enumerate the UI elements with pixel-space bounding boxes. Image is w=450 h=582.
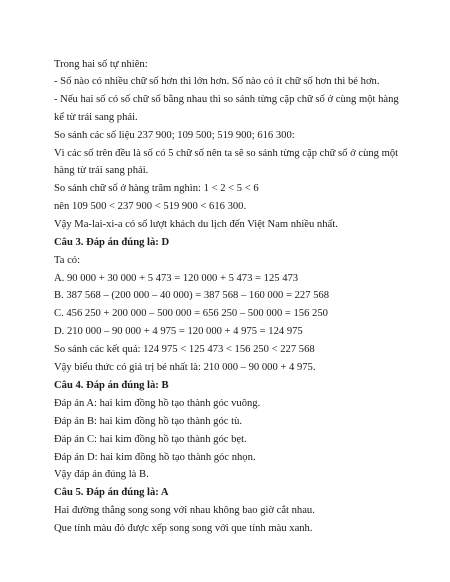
text-line: Trong hai số tự nhiên:	[54, 59, 148, 70]
text-line: C. 456 250 + 200 000 – 500 000 = 656 250 – 500 000 = 156 250	[54, 308, 328, 319]
text-line: A. 90 000 + 30 000 + 5 473 = 120 000 + 5 473 = 125 473	[54, 273, 299, 284]
answer-heading: Câu 3. Đáp án đúng là: D	[54, 237, 170, 248]
text-line: Đáp án A: hai kim đồng hồ tạo thành góc vuông.	[54, 398, 261, 409]
text-line: Đáp án B: hai kim đồng hồ tạo thành góc tù.	[54, 416, 243, 427]
answer-heading: Câu 4. Đáp án đúng là: B	[54, 380, 169, 391]
text-line: Vậy biểu thức có giá trị bé nhất là: 210 000 – 90 000 + 4 975.	[54, 362, 316, 373]
text-line: Que tính màu đỏ được xếp song song với que tính màu xanh.	[54, 523, 313, 534]
text-line: B. 387 568 – (200 000 – 40 000) = 387 568 – 160 000 = 227 568	[54, 290, 330, 301]
text-line: Vậy Ma-lai-xi-a có số lượt khách du lịch đến Việt Nam nhiều nhất.	[54, 219, 338, 230]
text-line: So sánh các số liệu 237 900; 109 500; 519 900; 616 300:	[54, 130, 295, 141]
text-line: nên 109 500 < 237 900 < 519 900 < 616 300.	[54, 201, 247, 212]
text-line: So sánh các kết quả: 124 975 < 125 473 < 156 250 < 227 568	[54, 344, 315, 355]
text-line: So sánh chữ số ở hàng trăm nghìn: 1 < 2 < 5 < 6	[54, 183, 259, 194]
text-line: - Nếu hai số có số chữ số bằng nhau thì so sánh từng cặp chữ số ở cùng một hàng	[54, 94, 399, 105]
text-line: - Số nào có nhiều chữ số hơn thì lớn hơn. Số nào có ít chữ số hơn thì bé hơn.	[54, 76, 380, 87]
text-line: hàng từ trái sang phải.	[54, 165, 149, 176]
text-line: D. 210 000 – 90 000 + 4 975 = 120 000 + 4 975 = 124 975	[54, 326, 303, 337]
text-line: kể từ trái sang phải.	[54, 112, 138, 123]
answer-heading: Câu 5. Đáp án đúng là: A	[54, 487, 169, 498]
text-line: Đáp án C: hai kim đồng hồ tạo thành góc bẹt.	[54, 434, 247, 445]
text-line: Vậy đáp án đúng là B.	[54, 469, 149, 480]
text-line: Vì các số trên đều là số có 5 chữ số nên ta sẽ so sánh từng cặp chữ số ở cùng một	[54, 148, 399, 159]
text-line: Đáp án D: hai kim đồng hồ tạo thành góc nhọn.	[54, 452, 256, 463]
text-line: Ta có:	[54, 255, 81, 266]
text-line: Hai đường thẳng song song với nhau không bao giờ cắt nhau.	[54, 505, 315, 516]
